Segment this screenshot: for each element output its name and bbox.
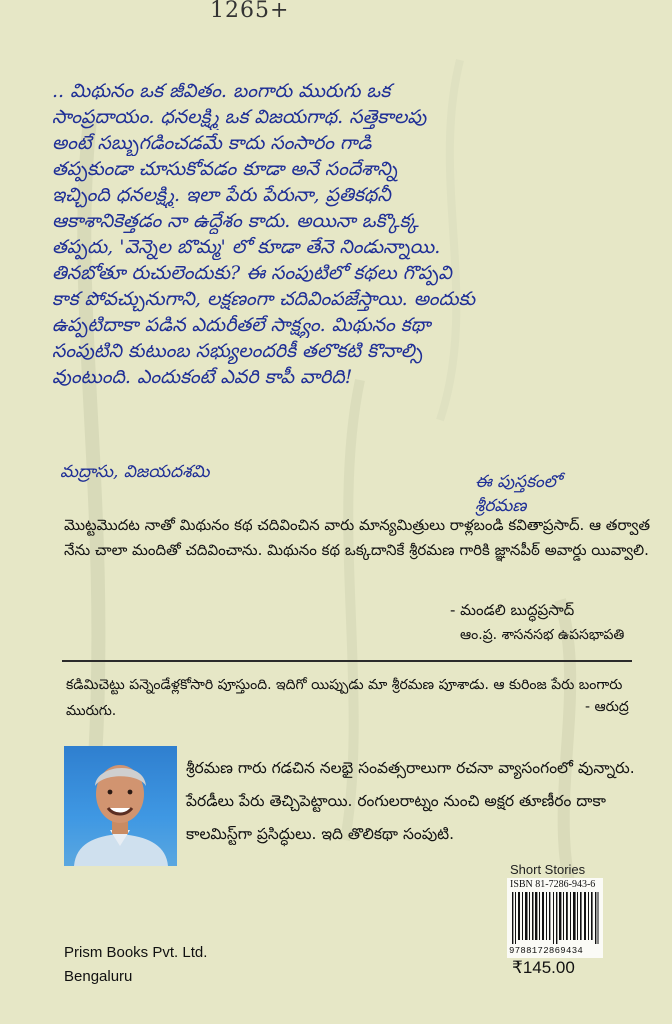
stock-number-stamp: 1265+ bbox=[210, 0, 290, 23]
ean-number: 9788172869434 bbox=[509, 946, 584, 956]
handwritten-line: .. మిథునం ఒక జీవితం. బంగారు మురుగు ఒక bbox=[52, 80, 391, 102]
handwritten-line: కాక పోవచ్చునుగాని, లక్షణంగా చదివింపజేస్తాయి. అందుకు bbox=[52, 288, 476, 310]
price: ₹145.00 bbox=[512, 958, 575, 977]
handwritten-line: ఉప్పటిదాకా పడిన ఎదురీతలే సాక్ష్యం. మిథునం కథా bbox=[52, 314, 431, 336]
isbn-number: ISBN 81-7286-943-6 bbox=[510, 879, 596, 890]
barcode-icon bbox=[511, 892, 599, 944]
divider bbox=[62, 660, 632, 662]
handwritten-note bbox=[52, 78, 642, 390]
author-photo bbox=[64, 746, 177, 866]
handwritten-line: తప్పదు, 'వెన్నెల బొమ్మ' లో కూడా తేనె నిండున్నాయి. bbox=[52, 236, 441, 258]
handwritten-signature bbox=[475, 470, 561, 518]
publisher-name: Prism Books Pvt. Ltd. bbox=[64, 944, 208, 961]
second-quote-author: - ఆరుద్ర bbox=[585, 699, 629, 715]
signature-line: ఈ పుస్తకంలో bbox=[475, 472, 562, 492]
handwritten-line: ఆకాశానికెత్తడం నా ఉద్దేశం కాదు. అయినా ఒక్కొక్క bbox=[52, 210, 419, 232]
signature-name: శ్రీరమణ bbox=[475, 496, 527, 516]
isbn-barcode-box bbox=[507, 878, 603, 958]
handwritten-line: తినబోతూ రుచులెందుకు? ఈ సంపుటిలో కథలు గొప్పవి bbox=[52, 262, 452, 284]
handwritten-line: తప్పకుండా చూసుకోవడం కూడా అనే సందేశాన్ని bbox=[52, 158, 398, 180]
author-bio: శ్రీరమణ గారు గడచిన నలభై సంవత్సరాలుగా రచనా వ్యాసంగంలో వున్నారు. పేరడీలు పేరు తెచ్చిపెట్టాయి. రంగులరాట్నం నుంచి అక్షర తూణీరం దాకా కాలమిస్ట్‌గా ప్రసిద్ధులు. ఇది తొలికథా సంపుటి. bbox=[186, 759, 635, 843]
genre-label: Short Stories bbox=[510, 862, 586, 877]
handwritten-line: వుంటుంది. ఎందుకంటే ఎవరి కాపీ వారిది! bbox=[52, 366, 353, 388]
handwritten-line: అంటే సబ్బుగడించడమే కాదు సంసారం గాడి bbox=[52, 132, 372, 154]
publisher-city: Bengaluru bbox=[64, 968, 133, 985]
handwritten-place-date: మద్రాసు, విజయదశమి bbox=[60, 462, 210, 482]
handwritten-line: సాంప్రదాయం. ధనలక్ష్మి ఒక విజయగాథ. సత్తెకాలపు bbox=[52, 106, 427, 128]
second-quote: కడిమిచెట్టు పన్నెండేళ్లకోసారి పూస్తుంది. ఇదిగో యిప్పుడు మా శ్రీరమణ పూశాడు. ఆ కురింజ పేరు బంగారు మురుగు. bbox=[66, 677, 623, 719]
endorsement-author: - మండలి బుద్ధప్రసాద్ bbox=[450, 601, 575, 619]
publisher-info bbox=[64, 941, 207, 989]
handwritten-line: ఇచ్చింది ధనలక్ష్మి. ఇలా పేరు పేరునా, ప్రతికథనీ bbox=[52, 184, 391, 206]
endorsement-author-role: ఆం.ప్ర. శాసనసభ ఉపసభాపతి bbox=[460, 627, 625, 643]
handwritten-line: సంపుటిని కుటుంబ సభ్యులందరికీ తలొకటి కొనాల్సి bbox=[52, 340, 423, 362]
endorsement-quote: మొట్టమొదట నాతో మిథునం కథ చదివించిన వారు మాన్యమిత్రులు రాళ్లబండి కవితాప్రసాద్. ఆ తర్వాత నేను చాలా మందితో చదివించాను. మిథునం కథ ఒక్కదానికే శ్రీరమణ గారికి జ్ఞానపీఠ్ అవార్డు యివ్వాలి. bbox=[64, 516, 651, 559]
